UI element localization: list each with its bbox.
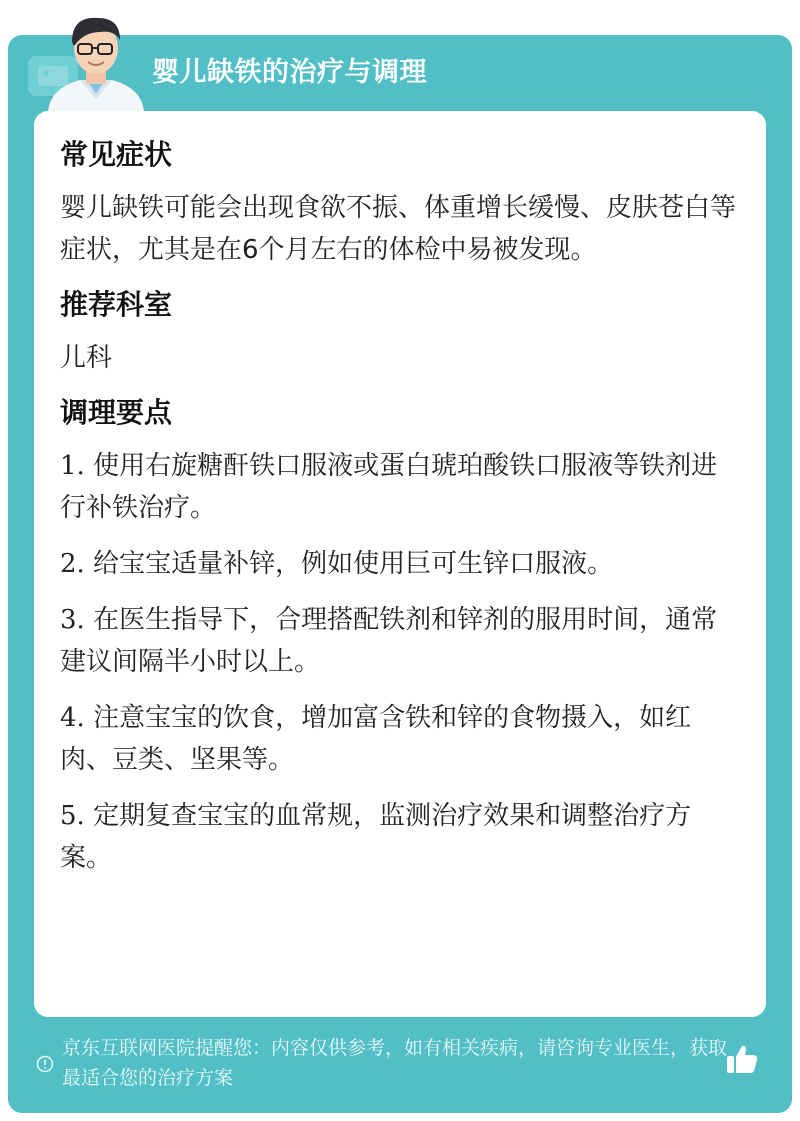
list-item-number: 5. [60, 801, 85, 831]
list-item-text: 定期复查宝宝的血常规，监测治疗效果和调整治疗方案。 [60, 801, 692, 873]
care-points-list [60, 445, 738, 879]
list-item-number: 2. [60, 549, 85, 579]
page-title: 婴儿缺铁的治疗与调理 [152, 57, 427, 88]
symptoms-text: 婴儿缺铁可能会出现食欲不振、体重增长缓慢、皮肤苍白等症状，尤其是在6个月左右的体检中易被发现。 [60, 193, 737, 265]
list-item-number: 1. [60, 451, 85, 481]
list-item-text: 在医生指导下，合理搭配铁剂和锌剂的服用时间，通常建议间隔半小时以上。 [60, 605, 718, 677]
list-item [60, 795, 738, 879]
list-item [60, 543, 738, 585]
section-title-department: 推荐科室 [60, 288, 173, 321]
list-item [60, 599, 738, 683]
list-item [60, 697, 738, 781]
info-icon [36, 1055, 54, 1073]
thumbs-up-icon[interactable] [724, 1041, 760, 1077]
list-item-number: 3. [60, 605, 85, 635]
disclaimer-text: 京东互联网医院提醒您：内容仅供参考，如有相关疾病，请咨询专业医生，获取最适合您的治疗方案 [62, 1037, 728, 1089]
department-text: 儿科 [60, 343, 113, 373]
list-item [60, 445, 738, 529]
section-title-symptoms: 常见症状 [60, 138, 173, 171]
list-item-text: 注意宝宝的饮食，增加富含铁和锌的食物摄入，如红肉、豆类、坚果等。 [60, 703, 692, 775]
doctor-avatar-icon [40, 8, 152, 112]
content-card [34, 111, 766, 1017]
list-item-text: 使用右旋糖酐铁口服液或蛋白琥珀酸铁口服液等铁剂进行补铁治疗。 [60, 451, 718, 523]
list-item-number: 4. [60, 703, 85, 733]
list-item-text: 给宝宝适量补锌，例如使用巨可生锌口服液。 [93, 549, 614, 579]
section-title-care-points: 调理要点 [60, 396, 173, 429]
